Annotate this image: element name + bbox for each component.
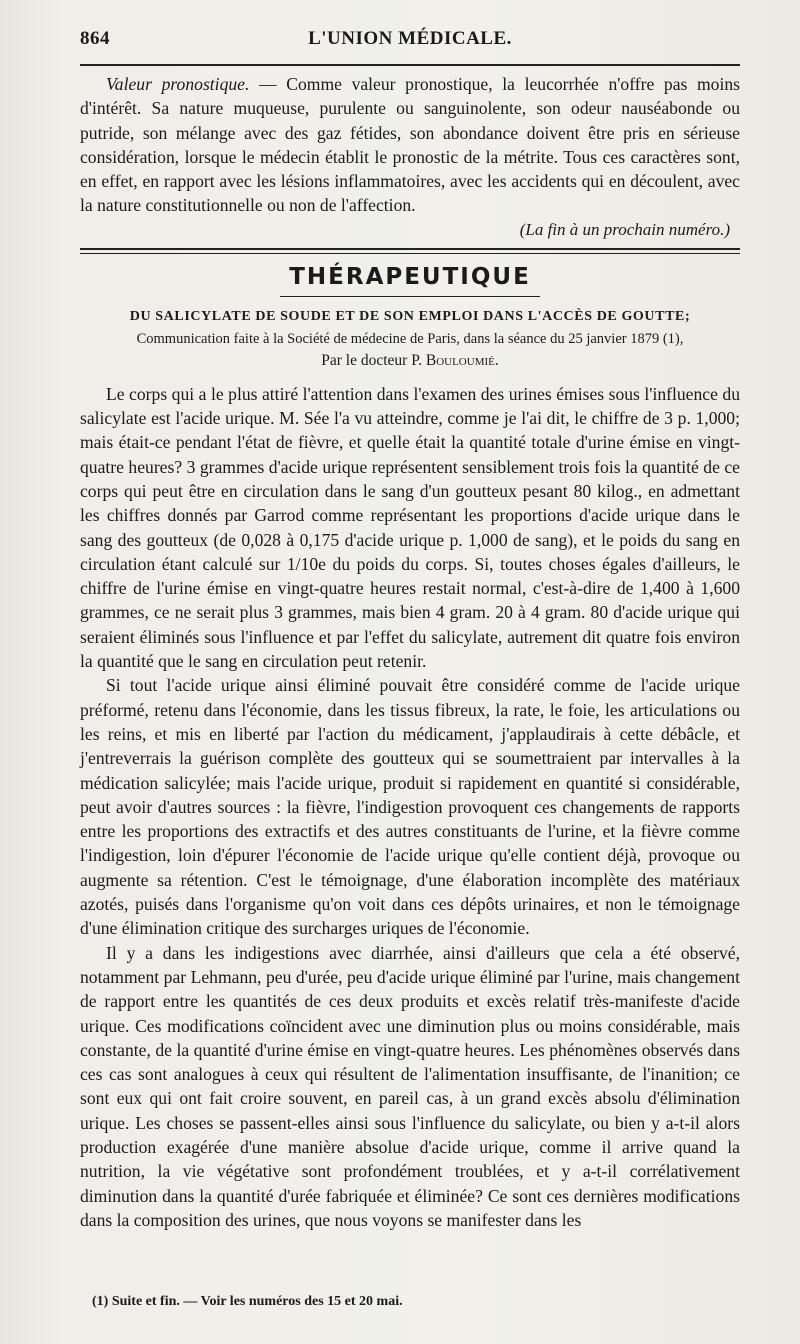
- footnote: (1) Suite et fin. — Voir les numéros des 15 et 20 mai.: [92, 1294, 403, 1309]
- running-head: [80, 28, 740, 60]
- page-number: 864: [80, 28, 110, 49]
- author-prefix: Par le docteur P.: [321, 351, 426, 369]
- article-title: DU SALICYLATE DE SOUDE ET DE SON EMPLOI DANS L'ACCÈS DE GOUTTE;: [129, 308, 691, 324]
- previous-article-paragraph: [80, 72, 740, 218]
- paragraph-text: — Comme valeur pronostique, la leucorrhée n'offre pas moins d'intérêt. Sa nature muqueuse, purulente ou sanguinolente, son odeur nauséabonde ou putride, son mélange avec des gaz fétides, son abondance doivent être pris en sérieuse considération, lorsque le médecin établit le pronostic de la métrite. Tous ces caractères sont, en effet, en rapport avec les lésions inflammatoires, avec les accidents qui en découlent, avec la nature constitutionnelle ou non de l'affection.: [80, 74, 741, 216]
- header-rule: [80, 64, 740, 66]
- journal-title: L'UNION MÉDICALE.: [308, 28, 512, 49]
- section-rule: [80, 248, 740, 254]
- author-name: Bouloumié.: [425, 351, 499, 369]
- paragraph-lead: Valeur pronostique.: [106, 74, 250, 94]
- section-underline: [280, 296, 540, 297]
- body-paragraph: Le corps qui a le plus attiré l'attention dans l'examen des urines émises sous l'influence du salicylate est l'acide urique. M. Sée l'a vu atteindre, comme je l'ai dit, le chiffre de 3 p. 1,000; mais était-ce pendant l'état de fièvre, et quelle était la quantité totale d'urine émise en vingt-quatre heures? 3 grammes d'acide urique représentent sensiblement trois fois la quantité de ce corps qui peut être en circulation dans le sang d'un goutteux pesant 80 kilog., en admettant les chiffres donnés par Garrod comme représentant les proportions d'acide urique dans le sang des goutteux (de 0,028 à 0,175 d'acide urique p. 1,000 de sang), et le poids du sang en circulation étant calculé sur 1/10e du poids du corps. Si, toutes choses égales d'ailleurs, le chiffre de l'urine émise en vingt-quatre heures restait normal, c'est-à-dire de 1,400 à 1,600 grammes, ce ne serait plus 3 grammes, mais bien 4 gram. 20 à 4 gram. 80 d'acide urique qui seraient éliminés sous l'influence et par l'effet du salicylate, autrement dit quatre fois environ la quantité que le sang en circulation peut retenir.: [80, 383, 740, 672]
- article-body: [80, 382, 740, 1232]
- body-paragraph: Si tout l'acide urique ainsi éliminé pouvait être considéré comme de l'acide urique préformé, retenu dans l'économie, dans les tissus fibreux, la rate, le foie, les articulations ou les reins, et mis en liberté par l'action du médicament, j'applaudirais à cette débâcle, et j'entreverrais la guérison complète des goutteux qui se soumettraient par intervalles à la médication salicylée; mais l'acide urique, produit si rapidement en quantité si considérable, peut avoir d'autres sources : la fièvre, l'indigestion provoquent ces changements de rapports entre les proportions des extractifs et des autres constituants de l'urine, et la fièvre comme l'indigestion, loin d'épurer l'économie de l'acide urique qu'elle contient déjà, provoque ou augmente sa rétention. C'est le témoignage, d'une élaboration incomplète des matériaux azotés, puisés dans l'organisme qu'on voit dans ces dépôts urinaires, et non le témoignage d'une élimination critique des surcharges uriques de l'économie.: [80, 675, 740, 939]
- article-communication: Communication faite à la Société de médecine de Paris, dans la séance du 25 janvier 1879 (1),: [136, 330, 684, 347]
- body-paragraph: Il y a dans les indigestions avec diarrhée, ainsi d'ailleurs que cela a été observé, notamment par Lehmann, peu d'urée, peu d'acide urique éliminé par l'urine, mais changement de rapport entre les quantités de ces deux produits et excès relatif très-manifeste d'acide urique. Ces modifications coïncident avec une diminution plus ou moins considérable, mais constante, de la quantité d'urine émise en vingt-quatre heures. Les phénomènes observés dans ces cas sont analogues à ceux qui résultent de l'alimentation insuffisante, de l'inanition; ce sont eux qui ont fait croire souvent, en pareil cas, à un grand excès absolu d'élimination urique. Les choses se passent-elles ainsi sous l'influence du salicylate, ou bien y a-t-il alors production exagérée d'une manière absolue d'acide urique, comme il arrive quand la nutrition, la vie végétative sont profondément troublées, et y a-t-il corrélativement diminution dans la quantité d'urée fabriquée et éliminée? Ce sont ces dernières modifications dans la composition des urines, que nous voyons se manifester dans les: [80, 942, 740, 1230]
- section-heading: THÉRAPEUTIQUE: [289, 263, 531, 290]
- continuation-note: (La fin à un prochain numéro.): [519, 219, 730, 239]
- article-author: [80, 352, 740, 370]
